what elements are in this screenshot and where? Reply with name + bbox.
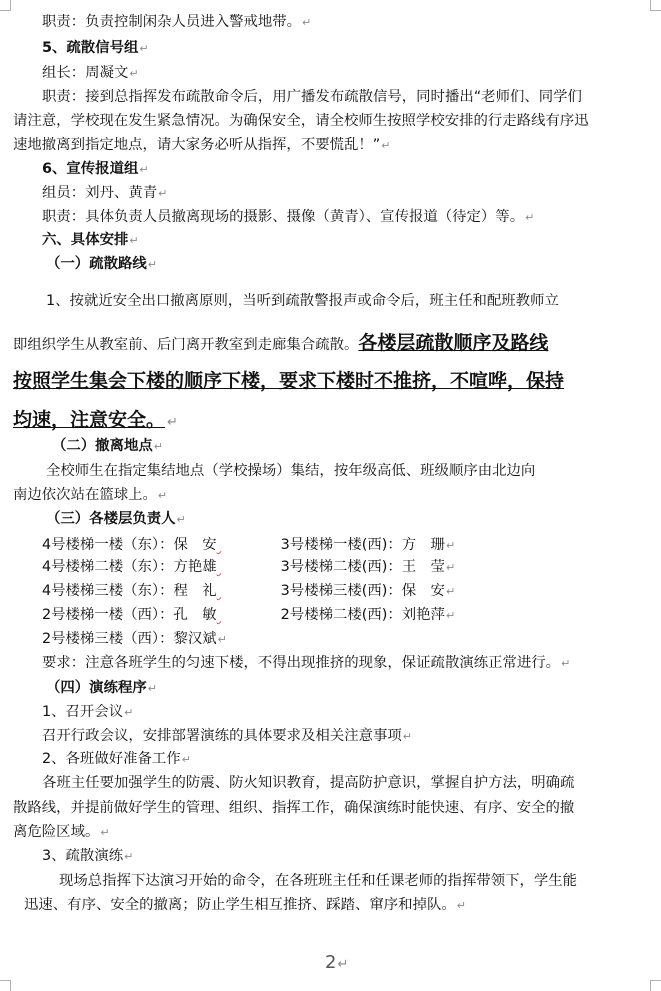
paragraph: 职责：接到总指挥发布疏散命令后，用广播发布疏散信号，同时播出“老师们、同学们: [42, 89, 582, 105]
responsibility-row: 4号楼梯三楼（东）：程 礼 3号楼梯三楼(西)：保 安↵: [42, 583, 456, 599]
paragraph: 各班主任要加强学生的防震、防火知识教育，提高防护意识，掌握自护方法，明确疏: [42, 775, 575, 791]
paragraph: 召开行政会议，安排部署演练的具体要求及相关注意事项↵: [42, 728, 412, 744]
responsibility-row: 2号楼梯一楼（西）：孔 敏 2号楼梯二楼(西)：刘艳萍↵: [42, 607, 456, 623]
section-heading: 6、宣传报道组↵: [42, 161, 149, 177]
paragraph: 2、各班做好准备工作↵: [42, 751, 191, 767]
responsibility-row: 2号楼梯三楼（西）：黎汉斌↵: [42, 631, 227, 647]
crop-mark-bottom-left: [0, 980, 11, 991]
subsection-heading: （四）演练程序↵: [46, 680, 157, 696]
paragraph: 组员：刘丹、黄青↵: [42, 185, 168, 201]
responsibility-row: 4号楼梯二楼（东）：方艳雄 3号楼梯二楼(西)：王 莹↵: [42, 559, 456, 575]
paragraph: 迅速、有序、安全的撤离；防止学生相互推挤、踩踏、窜序和掉队。↵: [24, 897, 466, 913]
crop-mark-top-left: [0, 0, 11, 11]
crop-mark-bottom-right: [650, 980, 661, 991]
page-number: 2↵: [325, 952, 349, 973]
paragraph: 全校师生在指定集结地点（学校操场）集结，按年级高低、班级顺序由北边向: [46, 463, 536, 479]
subsection-heading: （三）各楼层负责人↵: [46, 511, 186, 527]
paragraph: 散路线，并提前做好学生的管理、组织、指挥工作，确保演练时能快速、有序、安全的撤: [13, 800, 575, 816]
paragraph: 南边依次站在篮球上。↵: [13, 487, 168, 503]
section-heading: 5、疏散信号组↵: [42, 40, 149, 56]
paragraph: 职责：负责控制闲杂人员进入警戒地带。↵: [42, 14, 312, 30]
paragraph-emphasis: 均速，注意安全。 ↵: [13, 409, 178, 431]
paragraph: 请注意，学校现在发生紧急情况。为确保安全，请全校师生按照学校安排的行走路线有序迅: [13, 113, 589, 129]
section-heading: 六、具体安排↵: [42, 232, 139, 248]
paragraph: 3、疏散演练↵: [42, 848, 134, 864]
paragraph: 要求：注意各班学生的匀速下楼，不得出现推挤的现象，保证疏散演练正常进行。↵: [42, 655, 571, 671]
crop-mark-top-right: [650, 0, 661, 11]
subsection-heading: （二）撤离地点↵: [52, 438, 163, 454]
paragraph: 组长：周凝文↵: [42, 65, 139, 81]
paragraph: 即组织学生从教室前、后门离开教室到走廊集合疏散。各楼层疏散顺序及路线: [13, 332, 549, 354]
subsection-heading: （一）疏散路线↵: [46, 256, 157, 272]
paragraph: 1、召开会议↵: [42, 704, 134, 720]
paragraph-emphasis: 按照学生集会下楼的顺序下楼，要求下楼时不推挤，不喧哗，保持: [13, 370, 565, 392]
paragraph: 职责：具体负责人员撤离现场的摄影、摄像（黄青）、宣传报道（待定）等。↵: [42, 209, 535, 225]
responsibility-row: 4号楼梯一楼（东）：保 安 3号楼梯一楼(西)：方 珊↵: [42, 537, 456, 553]
paragraph: 1、按就近安全出口撤离原则，当听到疏散警报声或命令后，班主任和配班教师立: [46, 293, 559, 309]
paragraph: 速地撤离到指定地点，请大家务必听从指挥，不要慌乱！”↵: [13, 137, 391, 153]
paragraph: 离危险区域。↵: [13, 824, 110, 840]
paragraph: 现场总指挥下达演习开始的命令，在各班班主任和任课老师的指挥带领下，学生能: [59, 873, 578, 889]
